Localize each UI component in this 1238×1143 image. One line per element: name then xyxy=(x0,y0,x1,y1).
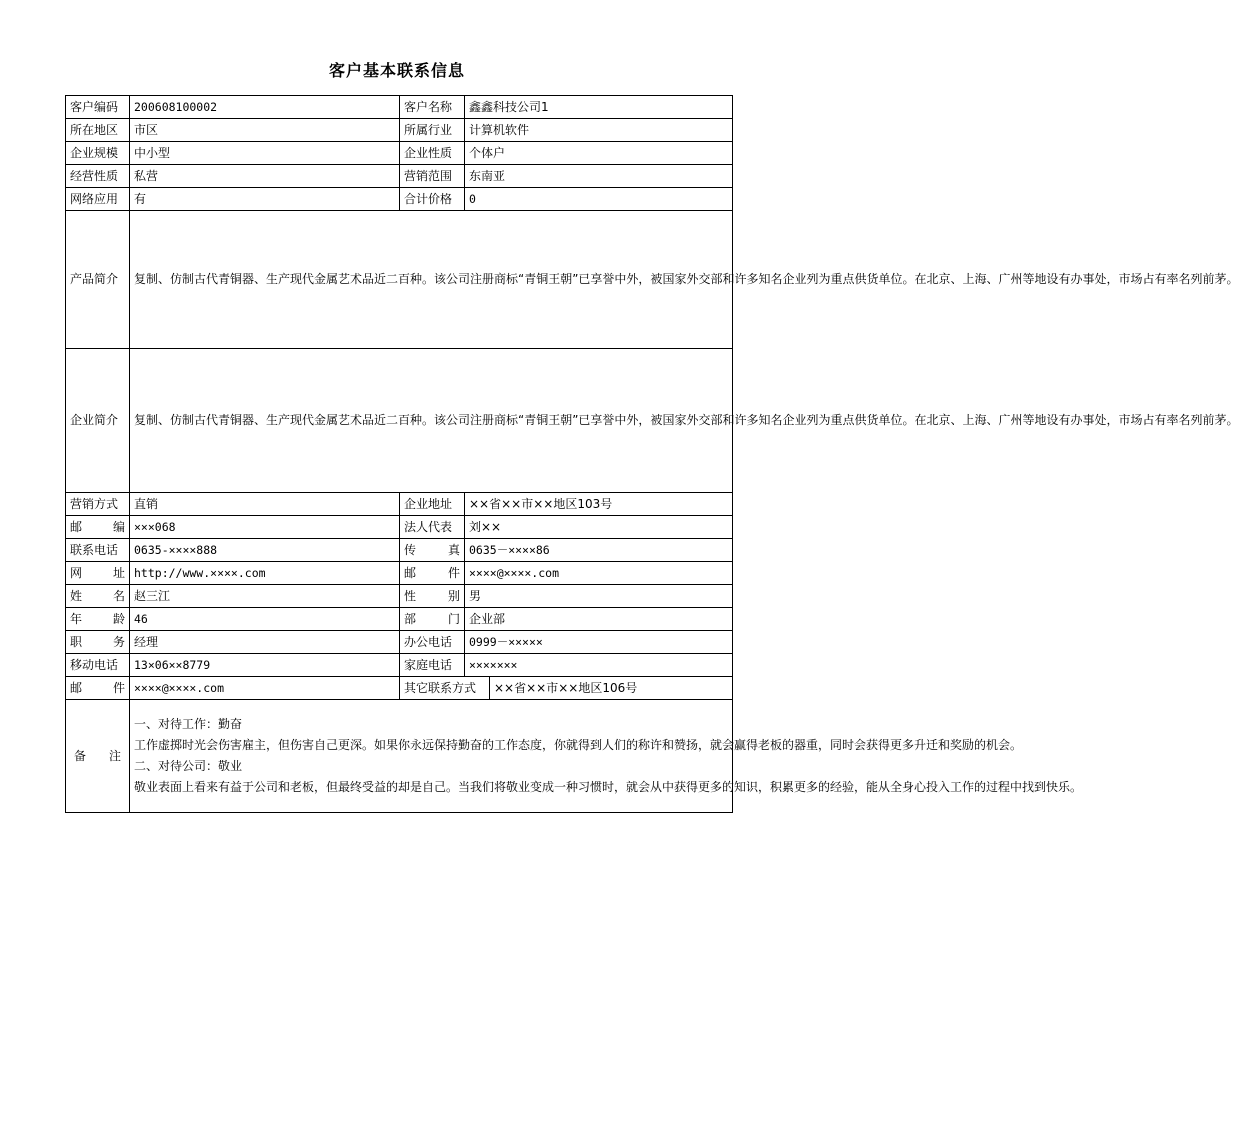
website-value[interactable]: http://www.××××.com xyxy=(130,562,400,585)
home-phone-value[interactable]: ××××××× xyxy=(465,654,733,677)
region-label: 所在地区 xyxy=(66,119,130,142)
other-contact-value[interactable]: ××省××市××地区106号 xyxy=(490,677,733,700)
job-title-value[interactable]: 经理 xyxy=(130,631,400,654)
customer-code-value[interactable]: 200608100002 xyxy=(130,96,400,119)
person-email-label: 邮件 xyxy=(66,677,130,700)
remarks-line: 敬业表面上看来有益于公司和老板，但最终受益的却是自己。当我们将敬业变成一种习惯时，就会从中获得更多的知识，积累更多的经验，能从全身心投入工作的过程中找到快乐。 xyxy=(134,780,1083,794)
sales-method-label: 营销方式 xyxy=(66,493,130,516)
table-row xyxy=(66,516,733,539)
scale-label: 企业规模 xyxy=(66,142,130,165)
table-row xyxy=(66,211,733,349)
customer-name-label: 客户名称 xyxy=(400,96,465,119)
industry-value[interactable]: 计算机软件 xyxy=(465,119,733,142)
postcode-label: 邮编 xyxy=(66,516,130,539)
market-value[interactable]: 东南亚 xyxy=(465,165,733,188)
legal-rep-label: 法人代表 xyxy=(400,516,465,539)
table-row xyxy=(66,188,733,211)
market-label: 营销范围 xyxy=(400,165,465,188)
table-row xyxy=(66,700,733,813)
table-row xyxy=(66,654,733,677)
other-contact-label: 其它联系方式 xyxy=(400,677,490,700)
network-value[interactable]: 有 xyxy=(130,188,400,211)
customer-name-value[interactable]: 鑫鑫科技公司1 xyxy=(465,96,733,119)
sales-method-value[interactable]: 直销 xyxy=(130,493,400,516)
office-phone-value[interactable]: 0999－××××× xyxy=(465,631,733,654)
gender-label: 性别 xyxy=(400,585,465,608)
address-value[interactable]: ××省××市××地区103号 xyxy=(465,493,733,516)
customer-code-label: 客户编码 xyxy=(66,96,130,119)
job-title-label: 职务 xyxy=(66,631,130,654)
office-phone-label: 办公电话 xyxy=(400,631,465,654)
customer-info-table xyxy=(65,95,1238,813)
table-row xyxy=(66,165,733,188)
industry-label: 所属行业 xyxy=(400,119,465,142)
mobile-value[interactable]: 13×06××8779 xyxy=(130,654,400,677)
nature-label: 企业性质 xyxy=(400,142,465,165)
product-intro-label: 产品简介 xyxy=(66,211,130,349)
remarks-label: 备注 xyxy=(66,700,130,813)
legal-rep-value[interactable]: 刘×× xyxy=(465,516,733,539)
table-row xyxy=(66,96,733,119)
person-name-value[interactable]: 赵三江 xyxy=(130,585,400,608)
total-price-value[interactable]: 0 xyxy=(465,188,733,211)
table-row xyxy=(66,539,733,562)
table-row xyxy=(66,562,733,585)
mobile-label: 移动电话 xyxy=(66,654,130,677)
company-intro-text[interactable]: 复制、仿制古代青铜器、生产现代金属艺术品近二百种。该公司注册商标“青铜王朝”已享誉中外，被国家外交部和许多知名企业列为重点供货单位。在北京、上海、广州等地设有办事处，市场占有率名列前茅。 xyxy=(130,349,733,493)
ownership-value[interactable]: 私营 xyxy=(130,165,400,188)
fax-value[interactable]: 0635－××××86 xyxy=(465,539,733,562)
table-row xyxy=(66,142,733,165)
nature-value[interactable]: 个体户 xyxy=(465,142,733,165)
table-row xyxy=(66,585,733,608)
fax-label: 传真 xyxy=(400,539,465,562)
region-value[interactable]: 市区 xyxy=(130,119,400,142)
total-price-label: 合计价格 xyxy=(400,188,465,211)
website-label: 网址 xyxy=(66,562,130,585)
remarks-line: 工作虚掷时光会伤害雇主，但伤害自己更深。如果你永远保持勤奋的工作态度，你就得到人们的称许和赞扬，就会赢得老板的器重，同时会获得更多升迁和奖励的机会。 xyxy=(134,738,1023,752)
page-title: 客户基本联系信息 xyxy=(328,61,465,80)
department-label: 部门 xyxy=(400,608,465,631)
person-email-value[interactable]: ××××@××××.com xyxy=(130,677,400,700)
table-row xyxy=(66,493,733,516)
table-row xyxy=(66,608,733,631)
company-email-value[interactable]: ××××@××××.com xyxy=(465,562,733,585)
phone-value[interactable]: 0635-××××888 xyxy=(130,539,400,562)
department-value[interactable]: 企业部 xyxy=(465,608,733,631)
person-name-label: 姓名 xyxy=(66,585,130,608)
remarks-text[interactable] xyxy=(130,700,1083,813)
ownership-label: 经营性质 xyxy=(66,165,130,188)
age-value[interactable]: 46 xyxy=(130,608,400,631)
table-row xyxy=(66,631,733,654)
home-phone-label: 家庭电话 xyxy=(400,654,465,677)
postcode-value[interactable]: ×××068 xyxy=(130,516,400,539)
gender-value[interactable]: 男 xyxy=(465,585,733,608)
scale-value[interactable]: 中小型 xyxy=(130,142,400,165)
company-intro-label: 企业简介 xyxy=(66,349,130,493)
table-row xyxy=(66,677,733,700)
address-label: 企业地址 xyxy=(400,493,465,516)
age-label: 年龄 xyxy=(66,608,130,631)
remarks-line: 一、对待工作：勤奋 xyxy=(134,717,243,731)
product-intro-text[interactable]: 复制、仿制古代青铜器、生产现代金属艺术品近二百种。该公司注册商标“青铜王朝”已享誉中外，被国家外交部和许多知名企业列为重点供货单位。在北京、上海、广州等地设有办事处，市场占有率名列前茅。 xyxy=(130,211,733,349)
table-row xyxy=(66,349,733,493)
remarks-line: 二、对待公司：敬业 xyxy=(134,759,243,773)
network-label: 网络应用 xyxy=(66,188,130,211)
company-email-label: 邮件 xyxy=(400,562,465,585)
phone-label: 联系电话 xyxy=(66,539,130,562)
table-row xyxy=(66,119,733,142)
